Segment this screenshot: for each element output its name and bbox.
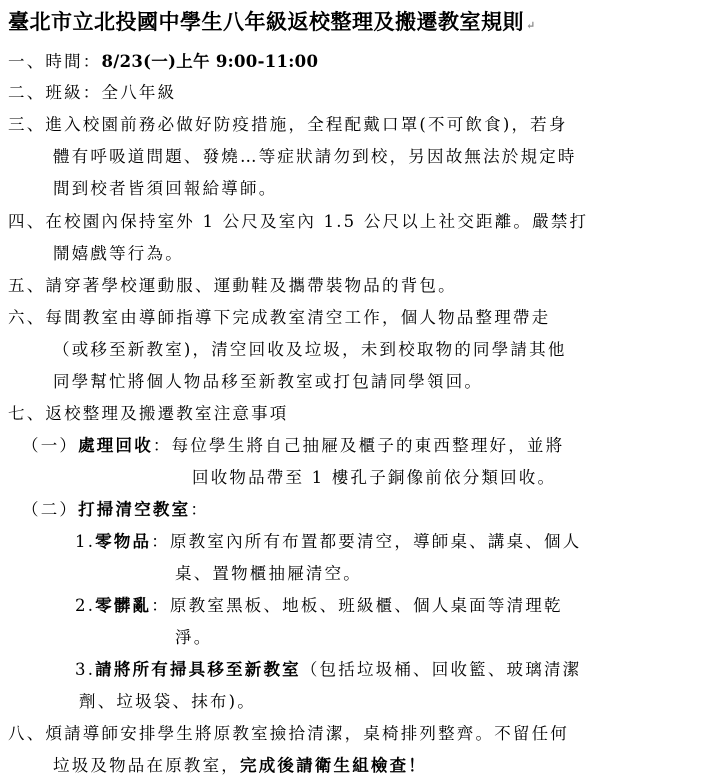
document-title (8, 6, 535, 36)
rule-text: 在校園內保持室外 1 公尺及室內 1.5 公尺以上社交距離。嚴禁打 (45, 212, 589, 231)
rule-marker: 六、 (8, 308, 46, 327)
rule-text: 煩請導師安排學生將原教室撿拾清潔，桌椅排列整齊。不留任何 (45, 724, 570, 743)
sub-1-line-1 (22, 436, 564, 456)
sub-marker: （一） (22, 436, 79, 455)
point-text: 淨。 (175, 628, 213, 647)
rule-4-line-2 (53, 244, 184, 264)
rule-text: 鬧嬉戲等行為。 (53, 244, 184, 263)
rule-text: 間到校者皆須回報給導師。 (53, 179, 278, 198)
sub-label: 打掃清空教室 (78, 500, 191, 519)
point-text: （包括垃圾桶、回收籃、玻璃清潔 (300, 660, 582, 679)
point-text: ：原教室內所有布置都要清空，導師桌、講桌、個人 (151, 532, 582, 551)
rule-6-line-3 (53, 372, 483, 392)
rule-marker: 一、 (8, 52, 46, 71)
point-number: 1. (75, 532, 96, 551)
rule-2 (8, 83, 176, 103)
rule-marker: 七、 (8, 404, 46, 423)
point-1-line-2 (175, 564, 362, 584)
rule-7 (8, 404, 289, 424)
rule-marker: 四、 (8, 212, 46, 231)
point-number: 2. (75, 596, 96, 615)
rule-text: 垃圾及物品在原教室， (53, 756, 240, 775)
point-text: 桌、置物櫃抽屜清空。 (175, 564, 362, 583)
sub-text: ： (190, 500, 210, 519)
rule-label: 時間： (45, 52, 102, 71)
rule-text: 進入校園前務必做好防疫措施，全程配戴口罩(不可飲食)，若身 (45, 115, 568, 134)
point-label: 請將所有掃具移至新教室 (95, 660, 301, 679)
point-3-line-1 (75, 660, 581, 680)
rule-6-line-2 (53, 340, 567, 360)
rule-marker: 五、 (8, 276, 46, 295)
rule-6-line-1 (8, 308, 550, 328)
rule-text: 班級：全八年級 (45, 83, 177, 102)
rule-time-value: 8/23(一)上午 9:00-11:00 (101, 52, 319, 71)
sub-label: 處理回收 (78, 436, 153, 455)
rule-marker: 八、 (8, 724, 46, 743)
rule-text: 返校整理及搬遷教室注意事項 (45, 404, 289, 423)
rule-3-line-3 (53, 179, 277, 199)
rule-text: 請穿著學校運動服、運動鞋及攜帶裝物品的背包。 (45, 276, 457, 295)
sub-text: 回收物品帶至 1 樓孔子銅像前依分類回收。 (192, 468, 557, 487)
sub-text: ：每位學生將自己抽屜及櫃子的東西整理好，並將 (152, 436, 565, 455)
point-label: 零物品 (95, 532, 152, 551)
rule-marker: 三、 (8, 115, 46, 134)
point-1-line-1 (75, 532, 581, 552)
rule-8-line-1 (8, 724, 569, 744)
point-number: 3. (75, 660, 96, 679)
rule-marker: 二、 (8, 83, 46, 102)
rule-text: 每間教室由導師指導下完成教室清空工作，個人物品整理帶走 (45, 308, 551, 327)
rule-5 (8, 276, 457, 296)
rule-3-line-1 (8, 115, 568, 135)
point-label: 零髒亂 (95, 596, 152, 615)
rule-text: 體有呼吸道問題、發燒…等症狀請勿到校，另因故無法於規定時 (53, 147, 577, 166)
rule-8-line-2 (53, 756, 427, 776)
point-2-line-1 (75, 596, 563, 616)
rule-text: 同學幫忙將個人物品移至新教室或打包請同學領回。 (53, 372, 484, 391)
paragraph-mark: ↵ (526, 19, 536, 32)
point-3-line-2 (79, 692, 256, 712)
point-text: 劑、垃圾袋、抹布)。 (79, 692, 256, 711)
title-text: 臺北市立北投國中學生八年級返校整理及搬遷教室規則 (8, 9, 524, 34)
sub-marker: （二） (22, 500, 79, 519)
point-text: ：原教室黑板、地板、班級櫃、個人桌面等清理乾 (151, 596, 563, 615)
point-2-line-2 (175, 628, 212, 648)
sub-1-line-2 (192, 468, 556, 488)
rule-text: （或移至新教室)，清空回收及垃圾，未到校取物的同學請其他 (53, 340, 567, 359)
rule-emphasis: 完成後請衛生組檢查！ (240, 756, 427, 775)
rule-3-line-2 (53, 147, 577, 167)
sub-2-heading (22, 500, 209, 520)
rule-4-line-1 (8, 212, 588, 232)
rule-1 (8, 52, 318, 72)
